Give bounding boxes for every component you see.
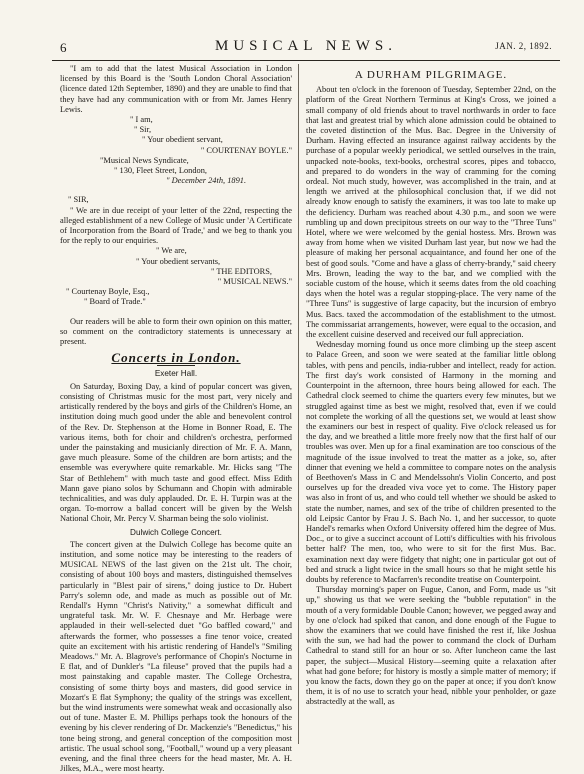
letter2-closing	[60, 246, 292, 266]
closing-line: " I am,	[130, 115, 153, 125]
right-column	[306, 64, 556, 744]
letter2-body: " We are in due receipt of your letter of the 22nd, respecting the alleged establishment of a new College of Music under 'A Certificate of Incorporation from the Board of Trade,' and we beg to thank you for the reply to our enquiries.	[60, 205, 292, 246]
article-paragraph: Thursday morning's paper on Fugue, Canon, and Form, made us "sit up," showing us that we were seeking the "bubble reputation" in the mouth of a very formidable Double Canon; however, we pegged away and by one o'clock had spiked that canon, and done enough of the Fugue to show the examiners that we could have finished the rest if, like Joshua with the sun, we had had the power to command the clock of Durham Cathedral to stand still for an hour or so. After luncheon came the last paper, the subject—Musical History—seeming quite a relaxation after what had gone before; for history is mostly a simple matter of memory; if you know the facts, down they go on the paper at once; if you don't know them, it is of no use to scratch your head, nibble your penholder, or gaze abstractedly at the wall, as	[306, 585, 556, 707]
article-paragraph: About ten o'clock in the forenoon of Tuesday, September 22nd, on the platform of the Great Northern Terminus at King's Cross, we joined a small company of old friends about to travel northwards in order to face that last and greatest trial by which alone admission could be obtained to the coveted distinction of the Mus. Bac. Degree in the University of Durham. Having effected an insurance against railway accidents by the purchase of a popular weekly periodical, we settled ourselves in the train, unpacked note-books, text-books, orchestral scores, pipes and tobacco, and prepared to do wonders in the way of cramming for the coming ordeal. Not much study, however, was accomplished in the train, and at length we arrived at the philosophical conclusion that, if we did not already know enough to satisfy the examiners, it was too late to make up the deficiency. Durham was reached about 4.30 p.m., and soon we were rumbling up and down precipitous streets on our way to the "Three Tuns" Hotel, where we were welcomed by the genial hostess. Mrs. Brown was away from home when we visited Durham last year, but now we had the pleasure of making her personal acquaintance, and found her one of the best of good souls. "Come and have a glass of cherry-brandy," said cheery Mrs. Brown, leading the way to the bar, and we complied with the sociable custom of the house, which it seems dates from the old coaching days when the hotel was a regular stopping-place. The very name of the "Three Tuns" is suggestive of large capacity, but the incursion of embryo Mus. Bacs. taxed the accommodation of the establishment to the utmost. The commissariat arrangements, however, were equal to the occasion, and the excellent cuisine deserved and received our full appreciation.	[306, 85, 556, 340]
signature-line: " MUSICAL NEWS."	[217, 277, 292, 287]
issue-date: JAN. 2, 1892.	[495, 41, 552, 51]
letter1-signature: " COURTENAY BOYLE."	[200, 145, 292, 155]
column-divider	[298, 64, 299, 744]
letter2-signature	[60, 267, 292, 287]
section-rule	[157, 365, 195, 366]
letter1-closing	[60, 115, 292, 146]
masthead-title: MUSICAL NEWS.	[215, 38, 397, 54]
recipient-line: " Courtenay Boyle, Esq.,	[66, 287, 150, 297]
page-header	[52, 38, 560, 60]
letter2-recipient	[66, 287, 292, 307]
letter1-body: "I am to add that the latest Musical Association in London licensed by this Board is the 'South London Choral Association' (licence dated 12th September, 1890) and they are unable to find that they have had any communication with or from Mr. James Henry Lewis.	[60, 64, 292, 114]
article-paragraph: Wednesday morning found us once more climbing up the steep ascent to Palace Green, and soon we were seated at the familiar little oblong tables, with pens and pencils, india-rubber and intellect, ready for action. The first day's work consisted of Harmony in the morning and Counterpoint in the afternoon, three hours being allowed for each. The Cathedral clock seemed to chime the quarters every few minutes, but we struggled against time as best we might, resolved that, even if we could not complete the working of all the questions set, we would at least show the examiners our best in respect of quality. Five o'clock released us for the day, and we breathed a little more freely now that the first half of our troubles was over. Men up for a final examination are too conscious of the magnitude of the issue involved to treat the matter as a joke, so, after dinner that evening we held a committee to compare notes on the analysis of Beethoven's Mass in C and Mendelssohn's Violin Concerto, and post ourselves up for the dreaded viva voce yet to come. The History paper was also in front of us, and who could tell whether we should be asked to state the number, names, and sex of the tribe of children presented to the old Leipsic Cantor by Frau J. S. Bach No. 1, and her successor, to quote Handel's remarks when Oxford University offered him the degree of Mus. Doc., or to give a succinct account of Lotti's difficulties with his frivolous better half? The men, too, who were to sit for the first Mus. Bac. examination next day were fidgety that night; one in particular got out of bed and struck a light twice in the small hours so that he might settle his doubts by reference to Macfarren's recondite treatise on Counterpoint.	[306, 340, 556, 584]
dulwich-heading: Dulwich College Concert.	[130, 527, 222, 537]
address-line: "Musical News Syndicate,	[100, 155, 189, 165]
closing-line: " Your obedient servant,	[142, 135, 223, 145]
left-column	[60, 64, 292, 774]
section-title: Concerts in London.	[111, 350, 241, 366]
address-line: " December 24th, 1891.	[166, 176, 247, 186]
article-title: A DURHAM PILGRIMAGE.	[354, 69, 508, 81]
dulwich-body: The concert given at the Dulwich College has become quite an institution, and some notice may be interesting to the readers of MUSICAL NEWS of the last given on the 21st ult. The choir, consisting of about 100 boys and masters, distinguished themselves particularly in "Blest pair of sirens," doing justice to Dr. Hubert Parry's solemn ode, and made as much as possible out of Mr. Rendall's Hymn "Christ's Nativity," a somewhat difficult and ungrateful task. Mr. W. F. Chesnaye and Mr. Herbage were applauded in their well-selected duet "Go baffled coward," and afterwards the former, who possesses a fine tenor voice, created quite an excitement with his artistic rendering of Handel's "Smiling Meadows." Mr. A. Blagrove's performance of Chopin's Nocturne in E flat, and of Dunkler's "La fileuse" proved that the pupils had a most painstaking and capable master. The College Orchestra, consisting of some thirty boys and masters, did good service in Mozart's E flat Symphony; the quality of the strings was excellent, but the wind instruments were somewhat weak and occasionally also out of tune. Master E. M. Phillips perhaps took the honours of the evening by his clever rendering of Dr. Mackenzie's "Benedictus," his tone being strong, and general conception of the composition most artistic. The usual school song, "Football," wound up a very pleasant evening, and the final three cheers for the head master, Mr. A. H. Jilkes, M.A., were most hearty.	[60, 539, 292, 774]
recipient-line: " Board of Trade."	[84, 297, 146, 307]
address-line: " 130, Fleet Street, London,	[114, 166, 207, 176]
page-number: 6	[60, 40, 67, 55]
exeter-body: On Saturday, Boxing Day, a kind of popular concert was given, consisting of Christmas music for the most part, very nicely and artistically rendered by the boys and girls of the Children's Home, an institution doing much good under the able and benevolent control of the Rev. Dr. Stephenson at the Home in Bonner Road, E. The various items, both for choir and children's orchestra, performed under the painstaking and musicianly direction of Mr. F. A. Mann, gave much pleasure. Some of the children are born artists; and the ensemble was everywhere quite remarkable. Mr. Hicks sang "The Star of Bethlehem" with much taste and good effect. Miss Edith Mann gave piano solos by Schumann and Chopin with admirable technicalities, and was duly applauded. Dr. E. H. Turpin was at the organ. To-morrow a ballad concert will be given by the Welsh National Choir, Mr. Percy V. Sharman being the solo violinist.	[60, 381, 292, 524]
closing-line: " Your obedient servants,	[136, 256, 221, 266]
signature-line: " THE EDITORS,	[210, 266, 272, 276]
letter1-address	[60, 156, 292, 187]
closing-paragraph: Our readers will be able to form their own opinion on this matter, so comment on the contradictory statements is unnecessary at present.	[60, 316, 292, 347]
closing-line: " Sir,	[134, 125, 152, 135]
letter2-salutation: " SIR,	[68, 195, 89, 205]
header-rule	[52, 60, 560, 61]
exeter-heading: Exeter Hall.	[154, 369, 198, 379]
closing-line: " We are,	[156, 246, 187, 256]
